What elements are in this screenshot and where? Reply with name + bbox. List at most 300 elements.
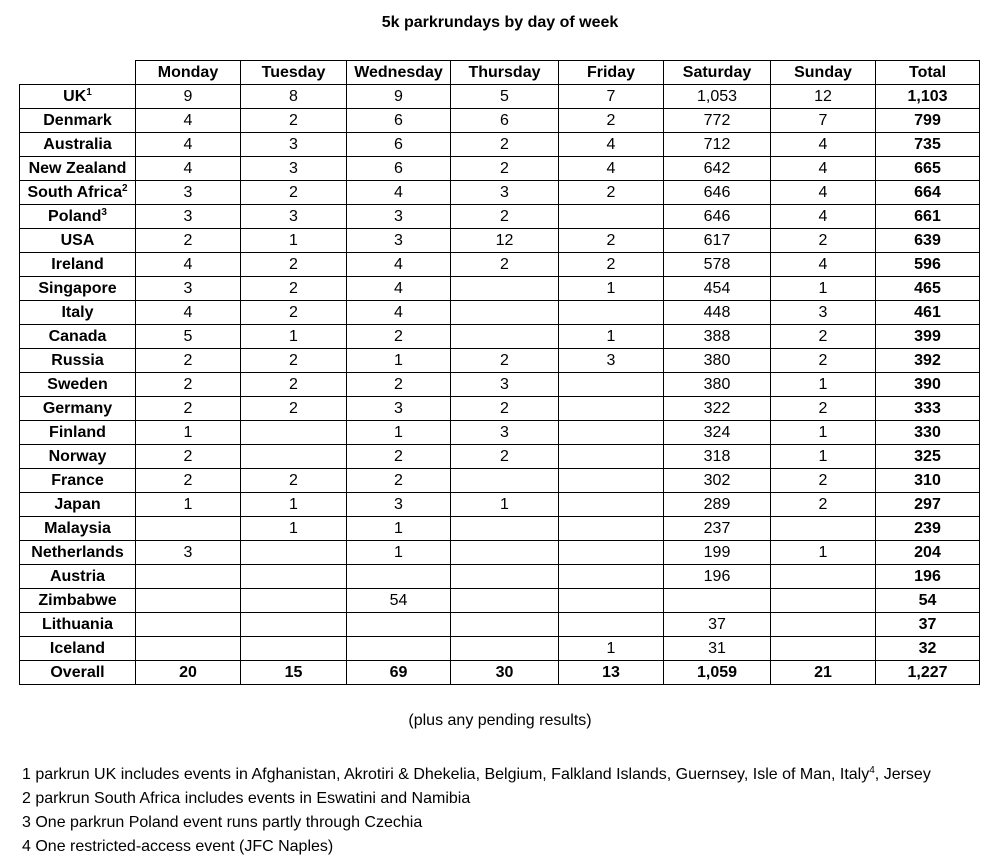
value-cell: 8	[241, 85, 347, 109]
table-row	[20, 253, 980, 277]
footnote-marker: 1	[86, 86, 92, 98]
country-name: Australia	[43, 135, 112, 153]
value-cell	[559, 589, 664, 613]
table-row	[20, 517, 980, 541]
country-name: Finland	[49, 423, 106, 441]
footnote-marker: 4	[869, 765, 875, 776]
country-name: USA	[60, 231, 95, 249]
value-cell: 2	[559, 109, 664, 133]
table-row	[20, 157, 980, 181]
value-cell: 322	[664, 397, 771, 421]
country-name: Lithuania	[41, 615, 114, 633]
country-name: Denmark	[43, 111, 112, 129]
value-cell: 1	[771, 541, 876, 565]
total-cell: 325	[876, 445, 980, 469]
column-header: Wednesday	[347, 61, 451, 85]
country-cell	[20, 157, 136, 181]
value-cell: 2	[347, 469, 451, 493]
value-cell: 196	[664, 565, 771, 589]
value-cell: 9	[136, 85, 241, 109]
value-cell: 3	[347, 205, 451, 229]
total-cell: 735	[876, 133, 980, 157]
value-cell: 4	[136, 109, 241, 133]
value-cell: 2	[559, 181, 664, 205]
value-cell	[241, 565, 347, 589]
footnote-line	[22, 787, 931, 811]
country-cell	[20, 493, 136, 517]
total-cell: 392	[876, 349, 980, 373]
country-cell	[20, 613, 136, 637]
total-cell: 665	[876, 157, 980, 181]
value-cell: 30	[451, 661, 559, 685]
value-cell: 302	[664, 469, 771, 493]
value-cell: 3	[347, 397, 451, 421]
value-cell	[559, 613, 664, 637]
value-cell	[347, 613, 451, 637]
table-row	[20, 541, 980, 565]
value-cell: 4	[771, 253, 876, 277]
total-cell: 596	[876, 253, 980, 277]
value-cell: 380	[664, 373, 771, 397]
value-cell: 2	[451, 205, 559, 229]
value-cell: 289	[664, 493, 771, 517]
column-header: Monday	[136, 61, 241, 85]
table-row	[20, 565, 980, 589]
value-cell: 2	[136, 445, 241, 469]
value-cell: 2	[136, 349, 241, 373]
value-cell: 237	[664, 517, 771, 541]
column-header: Thursday	[451, 61, 559, 85]
table-row	[20, 589, 980, 613]
value-cell: 1	[241, 517, 347, 541]
country-name: New Zealand	[28, 159, 127, 177]
value-cell: 1	[241, 325, 347, 349]
country-name: Germany	[42, 399, 113, 417]
total-cell: 1,103	[876, 85, 980, 109]
table-row	[20, 181, 980, 205]
value-cell: 646	[664, 205, 771, 229]
country-cell	[20, 325, 136, 349]
country-name: Netherlands	[31, 543, 124, 561]
value-cell	[771, 589, 876, 613]
value-cell: 2	[241, 253, 347, 277]
value-cell	[241, 421, 347, 445]
value-cell: 2	[347, 373, 451, 397]
value-cell: 2	[241, 277, 347, 301]
value-cell: 2	[347, 445, 451, 469]
table-row	[20, 349, 980, 373]
country-name: Sweden	[47, 375, 108, 393]
value-cell: 1	[771, 277, 876, 301]
value-cell: 2	[771, 493, 876, 517]
footnote-marker: 2	[121, 182, 128, 194]
value-cell: 2	[136, 469, 241, 493]
value-cell: 9	[347, 85, 451, 109]
value-cell: 7	[771, 109, 876, 133]
country-cell	[20, 541, 136, 565]
country-name: Canada	[48, 327, 107, 345]
value-cell: 3	[136, 541, 241, 565]
value-cell	[559, 205, 664, 229]
value-cell	[771, 565, 876, 589]
total-cell: 37	[876, 613, 980, 637]
value-cell: 1	[241, 229, 347, 253]
country-name: Overall	[50, 663, 105, 681]
value-cell: 21	[771, 661, 876, 685]
value-cell: 2	[771, 229, 876, 253]
table-body	[20, 85, 980, 685]
country-name: France	[51, 471, 104, 489]
pending-note: (plus any pending results)	[408, 712, 592, 729]
value-cell: 1	[136, 493, 241, 517]
value-cell: 7	[559, 85, 664, 109]
value-cell	[451, 469, 559, 493]
value-cell: 5	[136, 325, 241, 349]
overall-row	[20, 661, 980, 685]
table-row	[20, 277, 980, 301]
value-cell: 6	[451, 109, 559, 133]
value-cell: 2	[241, 181, 347, 205]
value-cell: 3	[241, 157, 347, 181]
value-cell: 6	[347, 109, 451, 133]
value-cell: 54	[347, 589, 451, 613]
value-cell	[559, 421, 664, 445]
country-cell	[20, 277, 136, 301]
value-cell: 772	[664, 109, 771, 133]
value-cell: 642	[664, 157, 771, 181]
corner-cell	[20, 61, 136, 85]
value-cell: 1	[451, 493, 559, 517]
value-cell: 3	[347, 229, 451, 253]
value-cell	[451, 589, 559, 613]
total-cell: 239	[876, 517, 980, 541]
value-cell: 12	[451, 229, 559, 253]
footnote-marker: 3	[101, 206, 107, 218]
total-cell: 333	[876, 397, 980, 421]
country-cell	[20, 181, 136, 205]
country-cell	[20, 229, 136, 253]
column-header: Sunday	[771, 61, 876, 85]
value-cell: 2	[241, 469, 347, 493]
table-row	[20, 325, 980, 349]
value-cell	[451, 637, 559, 661]
table-row	[20, 469, 980, 493]
value-cell: 4	[771, 133, 876, 157]
value-cell	[241, 589, 347, 613]
value-cell	[136, 613, 241, 637]
value-cell: 1	[771, 373, 876, 397]
country-cell	[20, 661, 136, 685]
value-cell	[451, 565, 559, 589]
value-cell	[559, 493, 664, 517]
column-header: Total	[876, 61, 980, 85]
table-row	[20, 613, 980, 637]
value-cell	[559, 517, 664, 541]
value-cell	[559, 301, 664, 325]
value-cell: 1	[136, 421, 241, 445]
footnote-line	[22, 811, 931, 835]
value-cell: 2	[241, 373, 347, 397]
country-cell	[20, 397, 136, 421]
value-cell: 3	[451, 181, 559, 205]
footnote-line	[22, 763, 931, 787]
value-cell: 617	[664, 229, 771, 253]
column-header: Friday	[559, 61, 664, 85]
value-cell	[664, 589, 771, 613]
country-cell	[20, 109, 136, 133]
value-cell: 1	[347, 541, 451, 565]
footnote-text-tail: , Jersey	[874, 766, 931, 783]
country-name: UK	[63, 87, 87, 105]
value-cell: 3	[136, 277, 241, 301]
country-cell	[20, 85, 136, 109]
country-name: Singapore	[38, 279, 117, 297]
value-cell	[136, 637, 241, 661]
value-cell: 69	[347, 661, 451, 685]
value-cell: 3	[136, 181, 241, 205]
value-cell: 2	[771, 397, 876, 421]
footnote-line	[22, 835, 931, 859]
country-cell	[20, 301, 136, 325]
value-cell: 454	[664, 277, 771, 301]
value-cell	[241, 637, 347, 661]
value-cell: 1,059	[664, 661, 771, 685]
footnote-text: 1 parkrun UK includes events in Afghanistan, Akrotiri & Dhekelia, Belgium, Falkland Islands, Guernsey, Isle of Man, Italy	[22, 766, 870, 783]
total-cell: 664	[876, 181, 980, 205]
value-cell	[771, 517, 876, 541]
table-row	[20, 397, 980, 421]
total-cell: 330	[876, 421, 980, 445]
country-name: Malaysia	[44, 519, 111, 537]
country-cell	[20, 349, 136, 373]
value-cell: 2	[347, 325, 451, 349]
value-cell	[559, 469, 664, 493]
value-cell: 2	[136, 373, 241, 397]
country-cell	[20, 469, 136, 493]
value-cell: 1	[347, 421, 451, 445]
value-cell: 4	[559, 157, 664, 181]
value-cell	[136, 565, 241, 589]
country-cell	[20, 253, 136, 277]
country-cell	[20, 589, 136, 613]
country-name: Italy	[61, 303, 94, 321]
value-cell: 2	[241, 301, 347, 325]
column-header: Tuesday	[241, 61, 347, 85]
value-cell: 578	[664, 253, 771, 277]
country-name: Russia	[51, 351, 104, 369]
country-name: Ireland	[51, 255, 104, 273]
value-cell: 3	[559, 349, 664, 373]
total-cell: 32	[876, 637, 980, 661]
table-row	[20, 373, 980, 397]
value-cell: 1	[559, 325, 664, 349]
value-cell: 2	[451, 349, 559, 373]
value-cell: 15	[241, 661, 347, 685]
value-cell: 448	[664, 301, 771, 325]
country-name: South Africa	[27, 183, 122, 201]
value-cell: 1,053	[664, 85, 771, 109]
value-cell: 646	[664, 181, 771, 205]
value-cell	[136, 517, 241, 541]
total-cell: 639	[876, 229, 980, 253]
country-cell	[20, 421, 136, 445]
value-cell: 4	[136, 157, 241, 181]
value-cell: 6	[347, 157, 451, 181]
value-cell: 4	[559, 133, 664, 157]
value-cell: 2	[241, 109, 347, 133]
value-cell: 4	[136, 253, 241, 277]
value-cell: 4	[136, 301, 241, 325]
value-cell: 318	[664, 445, 771, 469]
value-cell: 1	[347, 517, 451, 541]
value-cell: 380	[664, 349, 771, 373]
value-cell: 2	[136, 397, 241, 421]
table-row	[20, 301, 980, 325]
value-cell: 4	[136, 133, 241, 157]
value-cell	[347, 565, 451, 589]
value-cell: 2	[451, 133, 559, 157]
table-row	[20, 85, 980, 109]
country-cell	[20, 133, 136, 157]
value-cell	[241, 541, 347, 565]
total-cell: 297	[876, 493, 980, 517]
country-name: Poland	[48, 207, 102, 225]
value-cell: 1	[771, 445, 876, 469]
country-name: Zimbabwe	[38, 591, 117, 609]
value-cell: 5	[451, 85, 559, 109]
value-cell: 4	[347, 253, 451, 277]
value-cell: 2	[771, 469, 876, 493]
page-title: 5k parkrundays by day of week	[381, 14, 619, 31]
value-cell: 2	[559, 253, 664, 277]
value-cell	[241, 445, 347, 469]
total-cell: 661	[876, 205, 980, 229]
total-cell: 54	[876, 589, 980, 613]
value-cell: 3	[771, 301, 876, 325]
value-cell	[559, 397, 664, 421]
value-cell: 4	[347, 301, 451, 325]
value-cell: 1	[241, 493, 347, 517]
total-cell: 390	[876, 373, 980, 397]
value-cell: 4	[347, 277, 451, 301]
value-cell	[451, 325, 559, 349]
total-cell: 461	[876, 301, 980, 325]
country-cell	[20, 445, 136, 469]
value-cell: 2	[451, 397, 559, 421]
total-cell: 799	[876, 109, 980, 133]
column-header: Saturday	[664, 61, 771, 85]
country-cell	[20, 373, 136, 397]
value-cell: 3	[347, 493, 451, 517]
table-row	[20, 109, 980, 133]
value-cell: 1	[559, 637, 664, 661]
value-cell: 3	[451, 373, 559, 397]
value-cell	[559, 445, 664, 469]
total-cell: 465	[876, 277, 980, 301]
value-cell: 1	[347, 349, 451, 373]
value-cell	[451, 613, 559, 637]
value-cell	[559, 541, 664, 565]
country-cell	[20, 637, 136, 661]
table-row	[20, 229, 980, 253]
total-cell: 399	[876, 325, 980, 349]
value-cell: 199	[664, 541, 771, 565]
value-cell: 2	[136, 229, 241, 253]
header-row	[20, 61, 980, 85]
value-cell: 13	[559, 661, 664, 685]
value-cell: 2	[451, 445, 559, 469]
value-cell	[559, 565, 664, 589]
value-cell	[771, 637, 876, 661]
value-cell: 37	[664, 613, 771, 637]
value-cell: 6	[347, 133, 451, 157]
table-row	[20, 493, 980, 517]
table-row	[20, 637, 980, 661]
value-cell: 2	[771, 349, 876, 373]
value-cell: 3	[136, 205, 241, 229]
country-name: Iceland	[49, 639, 106, 657]
footnote-text: 3 One parkrun Poland event runs partly through Czechia	[22, 814, 423, 831]
value-cell: 2	[771, 325, 876, 349]
value-cell: 4	[347, 181, 451, 205]
total-cell: 204	[876, 541, 980, 565]
value-cell: 2	[241, 397, 347, 421]
country-cell	[20, 565, 136, 589]
table-row	[20, 133, 980, 157]
value-cell: 12	[771, 85, 876, 109]
value-cell: 2	[451, 253, 559, 277]
value-cell	[771, 613, 876, 637]
value-cell: 4	[771, 157, 876, 181]
value-cell: 20	[136, 661, 241, 685]
value-cell: 2	[451, 157, 559, 181]
footnotes	[22, 763, 931, 859]
country-name: Japan	[54, 495, 101, 513]
total-cell: 310	[876, 469, 980, 493]
value-cell: 3	[451, 421, 559, 445]
value-cell: 3	[241, 133, 347, 157]
value-cell: 4	[771, 181, 876, 205]
value-cell	[136, 589, 241, 613]
value-cell: 712	[664, 133, 771, 157]
value-cell: 388	[664, 325, 771, 349]
table-row	[20, 205, 980, 229]
value-cell: 2	[241, 349, 347, 373]
value-cell	[451, 277, 559, 301]
value-cell	[451, 517, 559, 541]
value-cell	[451, 541, 559, 565]
country-name: Norway	[48, 447, 107, 465]
value-cell	[241, 613, 347, 637]
value-cell	[559, 373, 664, 397]
table-row	[20, 421, 980, 445]
value-cell: 4	[771, 205, 876, 229]
parkrundays-table	[19, 60, 980, 685]
country-name: Austria	[49, 567, 106, 585]
table-row	[20, 445, 980, 469]
value-cell: 3	[241, 205, 347, 229]
value-cell: 1	[559, 277, 664, 301]
value-cell: 31	[664, 637, 771, 661]
total-cell: 196	[876, 565, 980, 589]
footnote-text: 2 parkrun South Africa includes events in Eswatini and Namibia	[22, 790, 471, 807]
footnote-text: 4 One restricted-access event (JFC Naples)	[22, 838, 334, 855]
value-cell: 2	[559, 229, 664, 253]
value-cell	[347, 637, 451, 661]
value-cell: 324	[664, 421, 771, 445]
total-cell: 1,227	[876, 661, 980, 685]
country-cell	[20, 205, 136, 229]
